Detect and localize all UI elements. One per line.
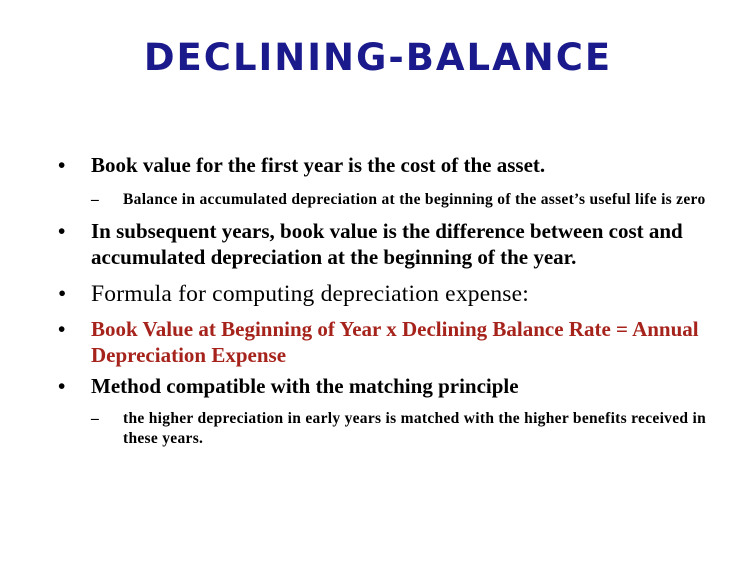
- dash-icon: –: [91, 410, 100, 427]
- bullet-text: Method compatible with the matching principle: [91, 374, 519, 398]
- bullet-item: [58, 218, 718, 270]
- slide-title: DECLINING-BALANCE: [143, 36, 613, 79]
- bullet-dot-icon: •: [58, 219, 66, 243]
- bullet-item: [58, 280, 718, 308]
- dash-icon: –: [91, 191, 100, 208]
- bullet-text: Book value for the first year is the cost of the asset.: [91, 153, 546, 177]
- formula-text: Book Value at Beginning of Year x Declining Balance Rate = Annual Depreciation Expense: [91, 317, 699, 367]
- sub-bullet-text: the higher depreciation in early years is matched with the higher benefits received in these years.: [123, 410, 707, 447]
- bullet-list: [58, 152, 718, 449]
- sub-bullet-text: Balance in accumulated depreciation at the beginning of the asset’s useful life is zero: [123, 191, 706, 208]
- bullet-text: Formula for computing depreciation expense:: [91, 281, 530, 307]
- bullet-item: [58, 373, 718, 399]
- bullet-dot-icon: •: [58, 281, 67, 307]
- formula-bullet-item: [58, 316, 718, 368]
- bullet-item: [58, 152, 718, 178]
- sub-bullet-item: [58, 190, 718, 210]
- sub-bullet-item: [58, 409, 718, 449]
- bullet-dot-icon: •: [58, 374, 66, 398]
- bullet-dot-icon: •: [58, 317, 66, 341]
- bullet-dot-icon: •: [58, 153, 66, 177]
- bullet-text: In subsequent years, book value is the difference between cost and accumulated depreciation at the beginning of the year.: [91, 219, 683, 269]
